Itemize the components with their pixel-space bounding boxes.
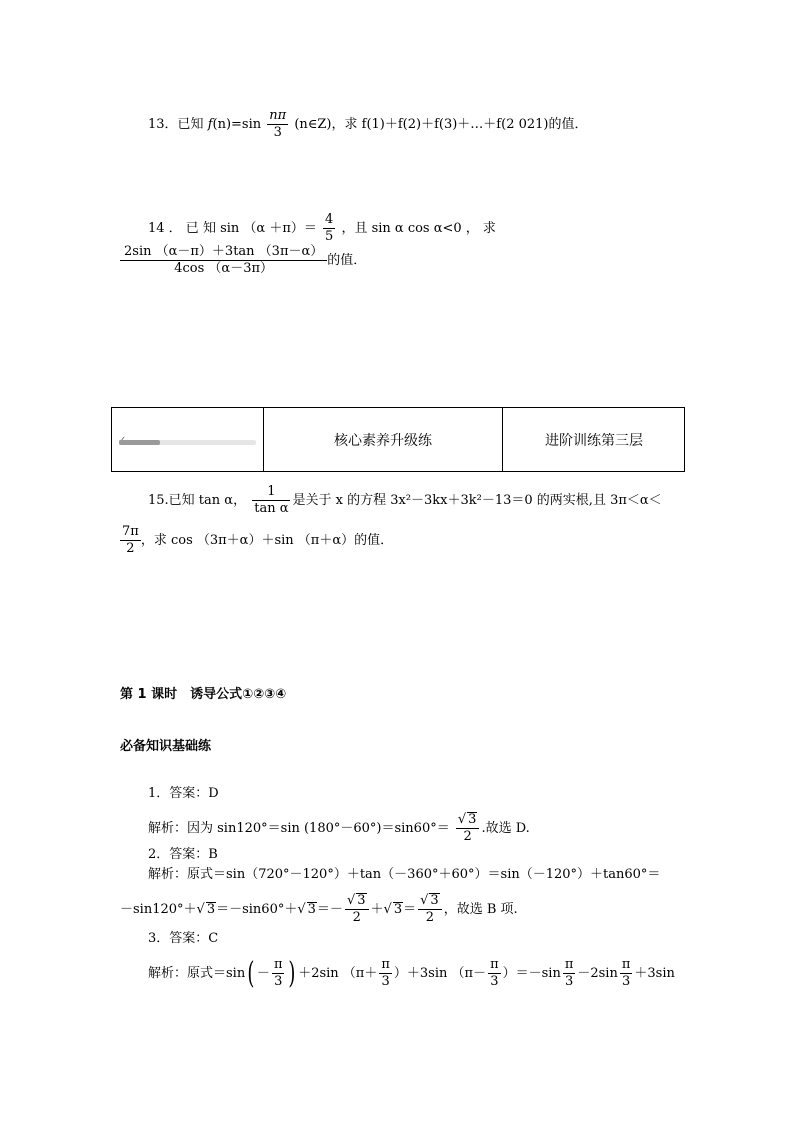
a1-den: 2 xyxy=(463,829,472,844)
q13-frac-den: 3 xyxy=(273,125,282,140)
answer-2: 2．答案：B xyxy=(148,847,218,862)
a3-e: －2sin xyxy=(577,966,618,981)
q15-prefix: 15.已知 tan α， xyxy=(148,493,247,508)
a3-f1-num: π xyxy=(273,957,283,972)
q13-f: f xyxy=(207,117,213,132)
q15-den: tan α xyxy=(254,501,289,516)
a3-b: ＋2sin （π＋ xyxy=(298,966,378,981)
q13-suffix: (n∈Z)，求 f(1)＋f(2)＋f(3)＋…＋f(2 021)的值． xyxy=(294,117,588,132)
a3-f3-num: π xyxy=(490,957,499,972)
progress-bar xyxy=(119,440,256,445)
a3-frac-2 xyxy=(379,957,392,990)
q15-suffix: ，求 cos （3π＋α）＋sin （π＋α）的值． xyxy=(140,533,394,548)
a2-sqrt-3: 3 xyxy=(393,902,403,917)
q14-den: 5 xyxy=(325,229,334,244)
q15-num2: 7π xyxy=(122,524,139,539)
a1-sqrt3-over-2: $\frac{√ 3}{2}$ xyxy=(456,812,480,845)
answer-3-explanation xyxy=(148,957,675,990)
a3-f2-num: π xyxy=(381,957,390,972)
band-progress-cell xyxy=(112,408,263,471)
a3-frac-1 xyxy=(272,957,285,990)
a3-f5-den: 3 xyxy=(621,974,631,989)
a3-frac-4 xyxy=(563,957,576,990)
q14-suffix: 的值． xyxy=(327,253,367,268)
band-core-literacy xyxy=(263,408,502,471)
a2-l2-e: ＝ xyxy=(403,902,417,917)
a2-l2-b: ＝－sin60°＋ xyxy=(216,902,298,917)
a2-sqrt-1: 3 xyxy=(206,902,216,917)
q15-line2 xyxy=(120,524,393,557)
band-col2-label: 进阶训练第三层 xyxy=(545,432,643,449)
a2-l2-c: ＝－ xyxy=(316,902,343,917)
q14-big-num: 2sin （α－π）＋3tan （3π－α） xyxy=(120,244,327,261)
answer-2-explanation-line1: 解析：原式＝sin（720°－120°）＋tan（－360°＋60°）＝sin（－120°）＋tan60°＝ xyxy=(148,867,661,882)
q15-den2: 2 xyxy=(126,541,135,556)
a3-f3-den: 3 xyxy=(490,974,499,989)
question-15 xyxy=(148,484,662,517)
q14-text-a: 14 ． 已 知 sin （α ＋π）＝ xyxy=(148,221,317,236)
right-paren-icon: ) xyxy=(288,955,296,991)
a2-frac-1: $\frac{√ 3}{2}$ xyxy=(345,893,369,926)
answer-1-explanation xyxy=(148,812,530,845)
question-14 xyxy=(148,212,496,245)
a3-d: ）＝－sin xyxy=(502,966,561,981)
a3-f: ＋3sin xyxy=(634,966,675,981)
a3-f4-den: 3 xyxy=(564,974,574,989)
left-paren-icon: ( xyxy=(247,955,255,991)
progress-fill xyxy=(119,440,160,445)
a2-sqrt-2: 3 xyxy=(307,902,316,917)
a3-f1-den: 3 xyxy=(274,974,283,989)
a3-a: 解析：原式＝sin xyxy=(148,966,246,981)
band-col1-label: 核心素养升级练 xyxy=(334,432,432,449)
band-advanced-training xyxy=(502,408,685,471)
q14-text-b: ，且 sin α cos α<0 ， 求 xyxy=(341,221,496,236)
a3-f4-num: π xyxy=(564,957,574,972)
q15-num: 1 xyxy=(252,484,290,501)
q14-big-fraction xyxy=(120,244,327,277)
a2-l2-d: ＋ xyxy=(370,902,384,917)
q15-mid: 是关于 x 的方程 3x²－3kx＋3k²－13＝0 的两实根,且 3π＜α＜ xyxy=(292,493,662,508)
a1-expl-end: .故选 D. xyxy=(481,821,530,836)
q15-fraction-7pi2 xyxy=(120,524,141,557)
a2-frac2-sqrt: 3 xyxy=(430,893,439,908)
a2-frac1-den: 2 xyxy=(352,910,361,925)
a1-expl-text: 解析：因为 sin120°＝sin (180°－60°)＝sin60°＝ xyxy=(148,821,450,836)
section-title: 第 1 课时 诱导公式①②③④ xyxy=(120,687,287,702)
a3-minus: － xyxy=(256,966,270,981)
answer-2-explanation-line2: －sin120°＋√ 3＝－sin60°＋√ 3＝－ $\frac{√ 3}{2}$ ＋√ 3＝ $\frac{√ 3}{2}$ ，故选 B 项. xyxy=(120,893,518,925)
a2-frac-2: $\frac{√ 3}{2}$ xyxy=(418,893,442,926)
a2-l2-f: ，故选 B 项. xyxy=(443,902,518,917)
q13-paren-n: (n)=sin xyxy=(212,117,262,132)
q13-prefix: 13．已知 xyxy=(148,117,204,132)
q13-frac-num: nπ xyxy=(269,108,287,123)
subsection-title: 必备知识基础练 xyxy=(120,739,212,754)
a3-f2-den: 3 xyxy=(381,974,390,989)
q14-big-den: 4cos （α－3π） xyxy=(174,261,274,276)
q13-fraction xyxy=(267,108,288,141)
q14-num: 4 xyxy=(325,212,334,227)
a3-frac-5 xyxy=(620,957,633,990)
a1-sqrt-val: 3 xyxy=(468,812,477,827)
q14-expression xyxy=(120,244,366,277)
a2-frac2-den: 2 xyxy=(425,910,435,925)
q15-fraction xyxy=(252,484,290,517)
q14-fraction-45 xyxy=(323,212,335,245)
a3-f5-num: π xyxy=(621,957,631,972)
answer-3: 3．答案：C xyxy=(148,931,219,946)
section-band xyxy=(111,407,685,472)
a3-c: ）＋3sin （π－ xyxy=(393,966,487,981)
answer-1: 1．答案：D xyxy=(148,786,219,801)
a3-frac-3 xyxy=(488,957,501,990)
question-13 xyxy=(148,108,587,141)
a2-frac1-sqrt: 3 xyxy=(357,893,366,908)
a2-l2-a: －sin120°＋ xyxy=(120,902,197,917)
